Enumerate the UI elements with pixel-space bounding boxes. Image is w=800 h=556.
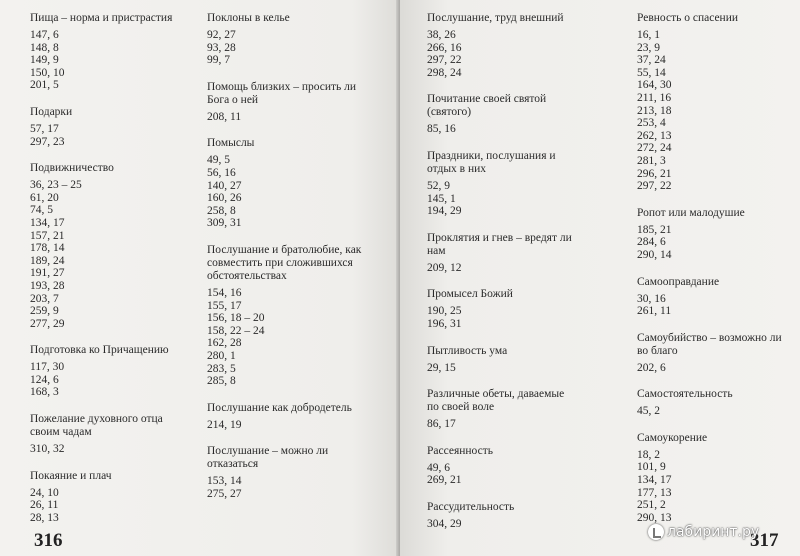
index-entry (30, 413, 190, 456)
page-reference: 145, 1 (427, 192, 456, 205)
index-entry (427, 345, 612, 375)
index-entry-references (207, 475, 382, 500)
page-reference: 297, 22 (427, 54, 462, 67)
index-entry (427, 12, 612, 79)
page-reference: 30, 16 (637, 292, 666, 305)
page-reference: 74, 5 (30, 204, 53, 217)
index-entry-references (427, 180, 612, 218)
watermark-logo (648, 519, 796, 545)
page-reference: 101, 9 (637, 461, 666, 474)
index-entry-references (637, 405, 797, 418)
index-entry-references (30, 361, 190, 399)
index-column-2 (207, 12, 382, 500)
page-reference: 304, 29 (427, 517, 462, 530)
page-reference: 211, 16 (637, 91, 672, 104)
index-entry-references (427, 262, 612, 275)
index-entry-heading: Ропот или малодушие (637, 206, 745, 219)
page-reference: 297, 23 (30, 135, 65, 148)
right-page (400, 0, 800, 556)
index-entry-heading: Пища – норма и пристрастия (30, 12, 173, 24)
page-reference: 24, 10 (30, 486, 59, 499)
watermark-text: лабиринт.ру (667, 524, 760, 540)
page-reference: 209, 12 (427, 261, 462, 274)
page-reference: 16, 1 (637, 29, 660, 41)
page-reference: 297, 22 (637, 180, 672, 193)
index-entry-references (207, 111, 382, 124)
page-reference: 253, 4 (637, 117, 666, 130)
page-reference: 164, 30 (637, 79, 672, 92)
index-column-4 (637, 12, 797, 524)
index-entry-references (207, 29, 382, 67)
page-reference: 290, 14 (637, 248, 672, 261)
page-reference: 160, 26 (207, 192, 242, 205)
index-entry-heading: Праздники, послушания и отдых в них (427, 149, 556, 175)
page-reference: 37, 24 (637, 54, 666, 67)
index-entry-heading: Рассеянность (427, 444, 493, 457)
page-reference: 154, 16 (207, 286, 242, 299)
index-entry (637, 388, 797, 418)
index-entry (427, 150, 612, 218)
index-entry-heading: Подарки (30, 105, 73, 118)
index-entry (30, 344, 190, 399)
page-reference: 298, 24 (427, 66, 462, 79)
page-number-left: 316 (34, 530, 63, 551)
page-reference: 49, 5 (207, 154, 230, 167)
index-entry-heading: Самостоятельность (637, 388, 733, 401)
index-entry-heading: Почитание своей святой (святого) (427, 93, 547, 119)
page-reference: 190, 25 (427, 305, 462, 318)
index-entry-references (207, 419, 382, 432)
index-entry-heading: Поклоны в келье (207, 12, 290, 24)
page-reference: 284, 6 (637, 236, 666, 249)
index-entry-references (207, 154, 382, 230)
page-reference: 272, 24 (637, 142, 672, 155)
index-entry-heading: Рассудительность (427, 500, 515, 513)
page-reference: 283, 5 (207, 362, 236, 375)
index-entry (30, 470, 190, 525)
index-entry-references (637, 362, 797, 375)
page-reference: 85, 16 (427, 123, 456, 136)
page-reference: 251, 2 (637, 499, 666, 512)
index-entry-references (427, 123, 612, 136)
page-reference: 52, 9 (427, 179, 450, 192)
index-entry (427, 93, 612, 136)
index-entry (30, 12, 190, 92)
page-reference: 261, 11 (637, 305, 672, 318)
page-number-right: 317 (750, 530, 779, 551)
index-entry (30, 162, 190, 330)
page-reference: 266, 16 (427, 41, 462, 54)
page-reference: 185, 21 (637, 223, 672, 236)
index-entry-heading: Пожелание духовного отца своим чадам (30, 413, 163, 439)
page-reference: 194, 29 (427, 205, 462, 218)
page-reference: 191, 27 (30, 267, 65, 280)
index-entry-references (30, 29, 190, 92)
page-reference: 134, 17 (30, 216, 65, 229)
page-reference: 269, 21 (427, 474, 462, 487)
page-reference: 28, 13 (30, 511, 59, 524)
index-entry (207, 12, 382, 67)
page-reference: 213, 18 (637, 104, 672, 117)
index-entry (637, 432, 797, 525)
page-reference: 150, 10 (30, 66, 65, 79)
index-entry (207, 137, 382, 230)
index-entry-references (30, 443, 190, 456)
index-entry-references (427, 518, 612, 531)
index-entry-references (30, 487, 190, 525)
page-reference: 158, 22 – 24 (207, 324, 265, 337)
index-entry (30, 106, 190, 148)
index-entry-references (427, 418, 612, 431)
index-entry (207, 244, 382, 388)
index-entry-heading: Помощь близких – просить ли Бога о ней (207, 80, 357, 106)
page-reference: 196, 31 (427, 317, 462, 330)
index-entry-references (637, 293, 797, 318)
index-entry-heading: Ревность о спасении (637, 12, 739, 24)
page-reference: 309, 31 (207, 217, 242, 230)
page-reference: 147, 6 (30, 29, 59, 41)
index-entry-references (427, 29, 612, 79)
page-reference: 202, 6 (637, 361, 666, 374)
page-reference: 157, 21 (30, 229, 65, 242)
page-reference: 57, 17 (30, 122, 59, 135)
index-entry (637, 276, 797, 318)
index-entry-references (637, 224, 797, 262)
page-reference: 178, 14 (30, 242, 65, 255)
index-entry-heading: Пытливость ума (427, 344, 508, 357)
index-entry (427, 445, 612, 487)
index-entry (637, 12, 797, 193)
page-reference: 310, 32 (30, 443, 65, 456)
index-entry-references (427, 362, 612, 375)
index-entry-references (427, 305, 612, 330)
index-entry (207, 402, 382, 432)
index-entry-heading: Различные обеты, даваемые по своей воле (427, 388, 565, 414)
page-reference: 148, 8 (30, 41, 59, 54)
page-reference: 99, 7 (207, 54, 230, 67)
page-reference: 285, 8 (207, 375, 236, 388)
page-reference: 134, 17 (637, 474, 672, 487)
page-reference: 162, 28 (207, 337, 242, 350)
index-entry (637, 207, 797, 262)
page-reference: 153, 14 (207, 475, 242, 488)
index-entry-heading: Промысел Божий (427, 288, 513, 301)
page-reference: 193, 28 (30, 279, 65, 292)
page-reference: 140, 27 (207, 179, 242, 192)
page-reference: 155, 17 (207, 299, 242, 312)
page-reference: 258, 8 (207, 204, 236, 217)
page-reference: 61, 20 (30, 191, 59, 204)
page-reference: 281, 3 (637, 154, 666, 167)
index-entry-references (637, 449, 797, 525)
index-entry-heading: Послушание и братолюбие, как совместить при сложившихся обстоятельствах (207, 243, 362, 282)
page-reference: 36, 23 – 25 (30, 179, 82, 192)
page-reference: 93, 28 (207, 41, 236, 54)
index-column-1 (30, 12, 190, 524)
page-reference: 201, 5 (30, 79, 59, 92)
index-entry-heading: Послушание – можно ли отказаться (207, 445, 329, 471)
page-reference: 23, 9 (637, 41, 660, 54)
page-reference: 26, 11 (30, 499, 59, 512)
page-reference: 259, 9 (30, 305, 59, 318)
page-reference: 262, 13 (637, 129, 672, 142)
index-entry-heading: Подвижничество (30, 162, 114, 175)
page-reference: 156, 18 – 20 (207, 312, 265, 325)
index-entry-heading: Послушание как добродетель (207, 401, 352, 414)
page-reference: 277, 29 (30, 317, 65, 330)
index-entry-references (427, 462, 612, 487)
page-reference: 56, 16 (207, 166, 236, 179)
index-entry-heading: Самоубийство – возможно ли во благо (637, 331, 782, 357)
page-reference: 214, 19 (207, 418, 242, 431)
index-entry-references (637, 29, 797, 193)
page-reference: 38, 26 (427, 29, 456, 41)
page-reference: 55, 14 (637, 66, 666, 79)
page-reference: 275, 27 (207, 487, 242, 500)
page-reference: 29, 15 (427, 361, 456, 374)
page-reference: 92, 27 (207, 29, 236, 41)
index-entry (637, 332, 797, 375)
index-column-3 (427, 12, 612, 531)
index-entry (427, 501, 612, 531)
page-reference: 203, 7 (30, 292, 59, 305)
page-reference: 280, 1 (207, 349, 236, 362)
index-entry (427, 288, 612, 330)
index-entry-references (207, 287, 382, 388)
index-entry-references (30, 123, 190, 148)
index-entry-heading: Самооправдание (637, 275, 720, 288)
page-reference: 124, 6 (30, 373, 59, 386)
index-entry (207, 445, 382, 500)
index-entry (207, 81, 382, 124)
index-entry-heading: Послушание, труд внешний (427, 12, 564, 24)
page-reference: 86, 17 (427, 418, 456, 431)
page-reference: 296, 21 (637, 167, 672, 180)
page-reference: 208, 11 (207, 110, 242, 123)
index-entry-references (30, 179, 190, 330)
index-entry-heading: Покаяние и плач (30, 469, 112, 482)
index-entry (427, 388, 612, 431)
index-entry-heading: Подготовка ко Причащению (30, 344, 169, 357)
index-entry-heading: Самоукорение (637, 431, 708, 444)
index-entry (427, 232, 612, 275)
page-reference: 168, 3 (30, 386, 59, 399)
page-reference: 45, 2 (637, 405, 660, 418)
page-reference: 290, 13 (637, 511, 672, 524)
page-reference: 177, 13 (637, 486, 672, 499)
page-reference: 49, 6 (427, 461, 450, 474)
index-entry-heading: Помыслы (207, 137, 255, 150)
page-reference: 18, 2 (637, 448, 660, 461)
page-reference: 117, 30 (30, 361, 65, 374)
page-reference: 149, 9 (30, 54, 59, 67)
index-entry-heading: Проклятия и гнев – вредят ли нам (427, 231, 572, 257)
labyrinth-logo-icon (648, 524, 664, 540)
page-reference: 189, 24 (30, 254, 65, 267)
